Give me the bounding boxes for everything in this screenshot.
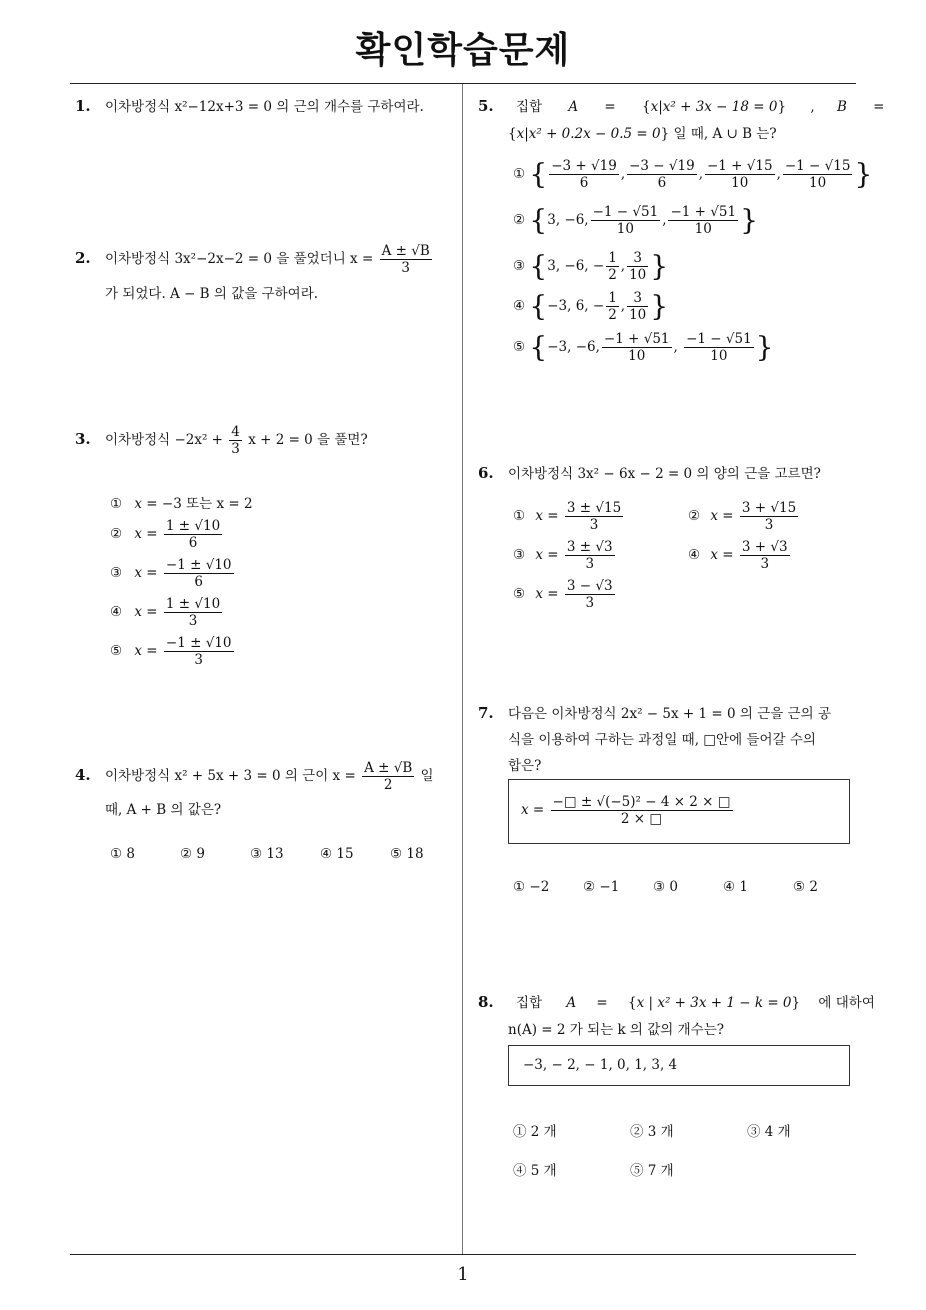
question-number: 2. [75,249,91,267]
question-text-cont: 식을 이용하여 구하는 과정일 때, □안에 들어갈 수의 [508,732,816,748]
choice-prefix: −3, 6, − [547,298,605,314]
choice-3[interactable]: ③ {3, −6, − $\frac{1}{2}$ , $\frac{3}{10}$ } [513,249,669,283]
question-8: 8. 집합 A = {x | x² + 3x + 1 − k = 0} 에 대하여 [478,993,875,1011]
choice-4[interactable]: ④ {−3, 6, − $\frac{1}{2}$ , $\frac{3}{10}$ } [513,289,669,323]
question-text: 다음은 이차방정식 2x² − 5x + 1 = 0 의 근을 근의 공 [507,706,831,722]
fraction [565,578,615,611]
choice-mark: ④ [320,846,333,862]
choice-mark: ② [110,526,123,542]
denominator: 3 [231,441,240,457]
choice-value: 2 [809,879,818,895]
question-5: 5. 집합 A = {x|x² + 3x − 18 = 0} , B = [478,97,885,115]
numerator: −□ ± √(−5)² − 4 × 2 × □ [552,794,731,810]
numerator: 3 ± √15 [566,500,622,516]
choice-mark: ③ [653,879,666,895]
choice-value: 9 [196,846,205,862]
choice-lhs: x = [710,508,734,524]
choice-lhs: x = [535,586,559,602]
choice-mark: ① [110,846,123,862]
question-number: 1. [75,97,91,115]
numerator: −3 − √19 [629,158,695,174]
choice-1[interactable]: ① { $\frac{-3 + √19}{6}$ , $\frac{-3 - √19}{6}$ , $\frac{-1 + √15}{10}$ , $\frac{-1 - √15}{10}$ } [513,157,873,191]
choice-1[interactable] [110,846,135,862]
bottom-rule [70,1254,856,1255]
question-text-cont: {x|x² + 0.2x − 0.5 = 0} 일 때, A ∪ B 는? [508,126,777,142]
choice-2[interactable] [630,1120,674,1140]
choice-mark: ③ [747,1124,761,1140]
set-definition: x | x² + 3x + 1 − k = 0 [636,995,792,1011]
numerator: 3 − √3 [566,578,613,594]
denominator: 10 [684,347,754,364]
denominator: 10 [783,174,853,191]
choice-mark: ⑤ [793,879,806,895]
choice-mark: ② [583,879,596,895]
denominator: 3 [740,555,790,572]
question-4 [75,760,434,793]
denominator: 3 [565,516,623,533]
choice-value: −1 [599,879,620,895]
choice-2[interactable] [583,879,619,895]
set-b: B [836,99,847,115]
choice-mark: ② [630,1124,644,1140]
denominator: 3 [380,259,432,276]
question-number: 7. [478,704,494,722]
fraction [602,331,672,364]
fraction [740,500,798,533]
choice-5[interactable] [110,635,236,668]
choice-5[interactable]: ⑤ {−3, −6, $\frac{-1 + √51}{10}$ , $\frac{-1 - √51}{10}$ } [513,330,774,364]
choice-4[interactable] [320,846,354,862]
fraction [229,424,242,457]
choice-1[interactable] [110,492,253,512]
denominator: 3 [164,651,234,668]
choice-lhs: x = [535,508,559,524]
choice-3[interactable] [513,539,617,572]
choice-2[interactable] [688,500,800,533]
fraction [380,243,432,276]
fraction [565,539,615,572]
choice-3[interactable] [250,846,284,862]
choice-4[interactable] [723,879,748,895]
choice-mark: ④ [110,604,123,620]
denominator: 10 [629,267,647,283]
equals: = [596,995,608,1011]
top-rule [70,83,856,84]
denominator: 10 [629,307,647,323]
fraction [362,760,414,793]
fraction [783,158,853,191]
choice-mark: ④ [688,547,701,563]
choice-mark: ① [513,1124,527,1140]
choice-mark: ④ [723,879,736,895]
fraction [606,250,619,283]
fraction [164,596,222,629]
choice-mark: ① [110,496,123,512]
fraction [627,158,697,191]
denominator: 3 [164,612,222,629]
question-number: 8. [478,993,494,1011]
choice-mark: ⑤ [390,846,403,862]
denominator: 2 [608,307,617,323]
question-1 [75,95,424,115]
numerator: −1 ± √10 [165,557,232,573]
denominator: 6 [164,534,222,551]
equals: = [873,99,885,115]
choice-mark: ③ [110,565,123,581]
choice-2[interactable] [180,846,205,862]
question-text: 일 [420,768,434,784]
fraction [668,204,738,237]
fraction [606,290,619,323]
fraction [705,158,775,191]
choice-5[interactable] [390,846,424,862]
formula-lhs: x = [521,802,545,818]
choice-1[interactable] [513,879,549,895]
denominator: 10 [591,220,661,237]
fraction [549,158,619,191]
choice-value: 8 [126,846,135,862]
question-text: 일 때, A ∪ B 는? [673,126,777,142]
fraction [684,331,754,364]
numerator: −1 − √51 [592,204,659,220]
choice-4[interactable] [513,1159,557,1179]
choice-prefix: 3, −6, − [547,258,605,274]
numerator: 3 ± √3 [566,539,613,555]
numerator: 3 + √15 [741,500,797,516]
choice-3[interactable] [747,1120,791,1140]
choice-mark: ② [180,846,193,862]
fraction [565,500,623,533]
choice-lhs: x = [134,604,158,620]
choice-value: 0 [669,879,678,895]
choice-3[interactable] [110,557,236,590]
column-divider [462,84,463,1254]
choice-value: 7 개 [647,1163,674,1179]
fraction [627,290,648,323]
numerator: −1 + √51 [603,331,670,347]
question-number: 6. [478,464,494,482]
choice-value: 5 개 [530,1163,557,1179]
choice-4[interactable] [688,539,792,572]
choice-2[interactable] [110,518,224,551]
set-a-definition: x|x² + 3x − 18 = 0 [650,99,778,115]
fraction [164,518,222,551]
numerator: −3 + √19 [551,158,617,174]
values-box [508,1045,850,1086]
question-text-cont: 가 되었다. A − B 의 값을 구하여라. [105,286,319,302]
numerator: 3 [633,290,642,306]
choice-value: 4 개 [764,1124,791,1140]
choice-value: 1 [739,879,748,895]
question-7 [478,702,831,722]
choice-mark: ④ [513,1163,527,1179]
denominator: 6 [164,573,234,590]
question-number: 4. [75,766,91,784]
question-text: 이차방정식 −2x² + [104,432,223,448]
choice-mark: ① [513,166,526,182]
denominator: 2 × □ [551,810,733,827]
choice-value: 18 [406,846,424,862]
choice-1[interactable] [513,500,625,533]
numerator: 1 [608,250,617,266]
question-text-cont: 때, A + B 의 값은? [105,802,222,818]
choice-value: 15 [336,846,354,862]
choice-value: 13 [266,846,284,862]
choice-mark: ② [688,508,701,524]
fraction [164,635,234,668]
numerator: −1 + √51 [670,204,737,220]
question-text: 에 대하여 [818,995,875,1011]
choice-prefix: 3, −6, [547,212,589,228]
formula-box [508,779,850,844]
choice-prefix: −3, −6, [547,339,600,355]
numerator: 4 [231,424,240,440]
question-text: 집합 [515,995,543,1011]
choice-value: 2 개 [530,1124,557,1140]
choice-mark: ③ [250,846,263,862]
denominator: 3 [565,555,615,572]
set-a: A [566,995,577,1011]
numerator: −1 ± √10 [165,635,232,651]
question-text: x + 2 = 0 을 풀면? [248,432,368,448]
choice-mark: ④ [513,298,526,314]
choice-5[interactable] [513,578,617,611]
set-b-definition: x|x² + 0.2x − 0.5 = 0 [516,126,661,142]
choice-2[interactable]: ② {3, −6, $\frac{-1 - √51}{10}$ , $\frac{-1 + √51}{10}$ } [513,203,758,237]
numerator: 3 [633,250,642,266]
denominator: 2 [362,776,414,793]
numerator: −1 + √15 [706,158,773,174]
choice-4[interactable] [110,596,224,629]
choice-mark: ① [513,508,526,524]
choice-mark: ③ [513,258,526,274]
question-text-cont: n(A) = 2 가 되는 k 의 값의 개수는? [508,1022,724,1038]
question-text: 이차방정식 3x² − 6x − 2 = 0 의 양의 근을 고르면? [507,466,821,482]
question-3 [75,424,368,457]
numerator: 3 + √3 [741,539,788,555]
fraction [627,250,648,283]
page-title: 확인학습문제 [355,30,571,71]
question-text: 이차방정식 x² + 5x + 3 = 0 의 근이 x = [104,768,356,784]
choice-mark: ⑤ [513,339,526,355]
denominator: 6 [549,174,619,191]
page-number: 1 [457,1264,469,1285]
values-list: −3, − 2, − 1, 0, 1, 3, 4 [523,1057,678,1073]
denominator: 3 [565,594,615,611]
choice-value: −2 [529,879,550,895]
question-number: 5. [478,97,494,115]
fraction [591,204,661,237]
numerator: −1 − √15 [784,158,851,174]
choice-3[interactable] [653,879,678,895]
choice-mark: ⑤ [110,643,123,659]
numerator: 1 [608,290,617,306]
choice-mark: ⑤ [630,1163,644,1179]
choice-mark: ② [513,212,526,228]
choice-lhs: x = [134,643,158,659]
question-text-cont: 합은? [508,758,542,774]
set-a: A [568,99,579,115]
choice-lhs: x = [134,526,158,542]
denominator: 2 [608,267,617,283]
equals: = [604,99,616,115]
question-text: 이차방정식 3x²−2x−2 = 0 을 풀었더니 x = [104,251,374,267]
question-6 [478,462,821,482]
choice-mark: ① [513,879,526,895]
question-text: 집합 [515,99,543,115]
choice-mark: ③ [513,547,526,563]
numerator: A ± √B [364,760,413,776]
numerator: 1 ± √10 [165,518,221,534]
question-number: 3. [75,430,91,448]
choice-lhs: x = [134,565,158,581]
denominator: 6 [627,174,697,191]
denominator: 10 [705,174,775,191]
choice-lhs: x = [134,496,158,512]
choice-lhs: x = [535,547,559,563]
fraction [164,557,234,590]
choice-5[interactable] [793,879,818,895]
choice-1[interactable] [513,1120,557,1140]
numerator: 1 ± √10 [165,596,221,612]
question-2 [75,243,434,276]
choice-mark: ⑤ [513,586,526,602]
numerator: −1 − √51 [686,331,752,347]
choice-lhs: x = [710,547,734,563]
choice-value: 3 개 [647,1124,674,1140]
fraction [740,539,790,572]
denominator: 3 [740,516,798,533]
fraction [551,794,733,827]
denominator: 10 [668,220,738,237]
numerator: A ± √B [381,243,430,259]
question-text: 이차방정식 x²−12x+3 = 0 의 근의 개수를 구하여라. [104,99,424,115]
choice-text: −3 또는 x = 2 [161,496,253,512]
choice-5[interactable] [630,1159,674,1179]
comma: , [810,99,815,115]
denominator: 10 [602,347,672,364]
